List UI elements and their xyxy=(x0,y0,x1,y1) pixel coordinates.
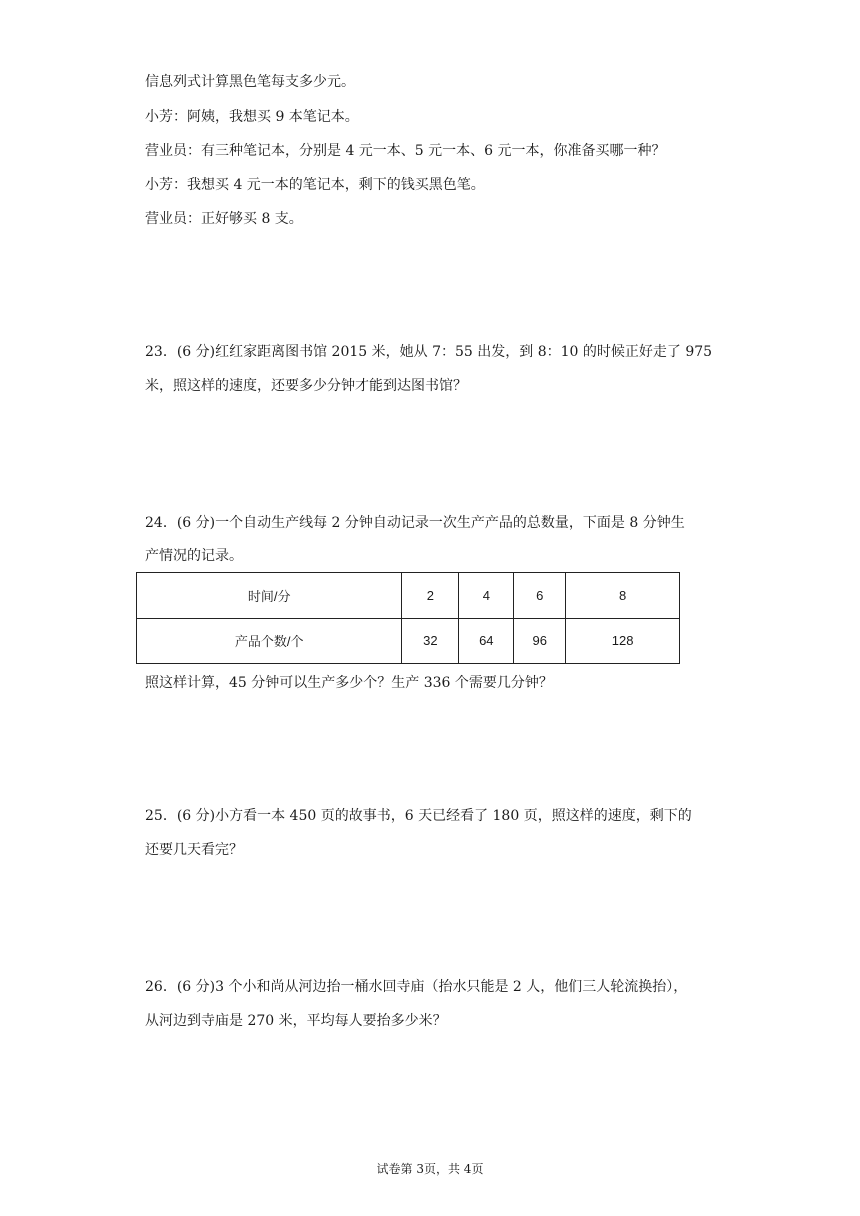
dialogue-line-4: 营业员：正好够买 8 支。 xyxy=(145,211,303,227)
dialogue-line-1: 小芳：阿姨，我想买 9 本笔记本。 xyxy=(145,109,359,125)
question-26-line-2: 从河边到寺庙是 270 米，平均每人要抬多少米？ xyxy=(145,1013,447,1029)
question-24-question: 照这样计算，45 分钟可以生产多少个？生产 336 个需要几分钟？ xyxy=(145,675,553,691)
question-23-line-2: 米，照这样的速度，还要多少分钟才能到达图书馆？ xyxy=(145,378,467,394)
dialogue-intro: 信息列式计算黑色笔每支多少元。 xyxy=(145,74,355,90)
dialogue-line-3: 小芳：我想买 4 元一本的笔记本，剩下的钱买黑色笔。 xyxy=(145,177,485,193)
time-cell: 6 xyxy=(514,573,566,619)
time-cell: 8 xyxy=(566,573,680,619)
question-23-line-1: 23．(6 分)红红家距离图书馆 2015 米，她从 7：55 出发，到 8：10 的时候正好走了 975 xyxy=(145,344,713,360)
question-24-line-2: 产情况的记录。 xyxy=(145,548,243,564)
table-row xyxy=(137,618,680,664)
question-25-line-1: 25．(6 分)小方看一本 450 页的故事书，6 天已经看了 180 页，照这样的速度，剩下的 xyxy=(145,808,692,824)
production-record-table xyxy=(136,572,680,664)
count-header-cell: 产品个数/个 xyxy=(137,618,402,664)
time-header-cell: 时间/分 xyxy=(137,573,402,619)
page-footer: 试卷第 3页，共 4页 xyxy=(376,1162,484,1176)
table-row xyxy=(137,573,680,619)
question-26-line-1: 26．(6 分)3 个小和尚从河边抬一桶水回寺庙（抬水只能是 2 人，他们三人轮流换抬）， xyxy=(145,979,688,995)
count-cell: 128 xyxy=(566,618,680,664)
count-cell: 64 xyxy=(459,618,514,664)
time-cell: 4 xyxy=(459,573,514,619)
time-cell: 2 xyxy=(402,573,459,619)
question-24-line-1: 24．(6 分)一个自动生产线每 2 分钟自动记录一次生产产品的总数量，下面是 8 分钟生 xyxy=(145,515,685,531)
count-cell: 32 xyxy=(402,618,459,664)
question-25-line-2: 还要几天看完？ xyxy=(145,842,243,858)
dialogue-line-2: 营业员：有三种笔记本，分别是 4 元一本、5 元一本、6 元一本，你准备买哪一种？ xyxy=(145,143,666,159)
count-cell: 96 xyxy=(514,618,566,664)
